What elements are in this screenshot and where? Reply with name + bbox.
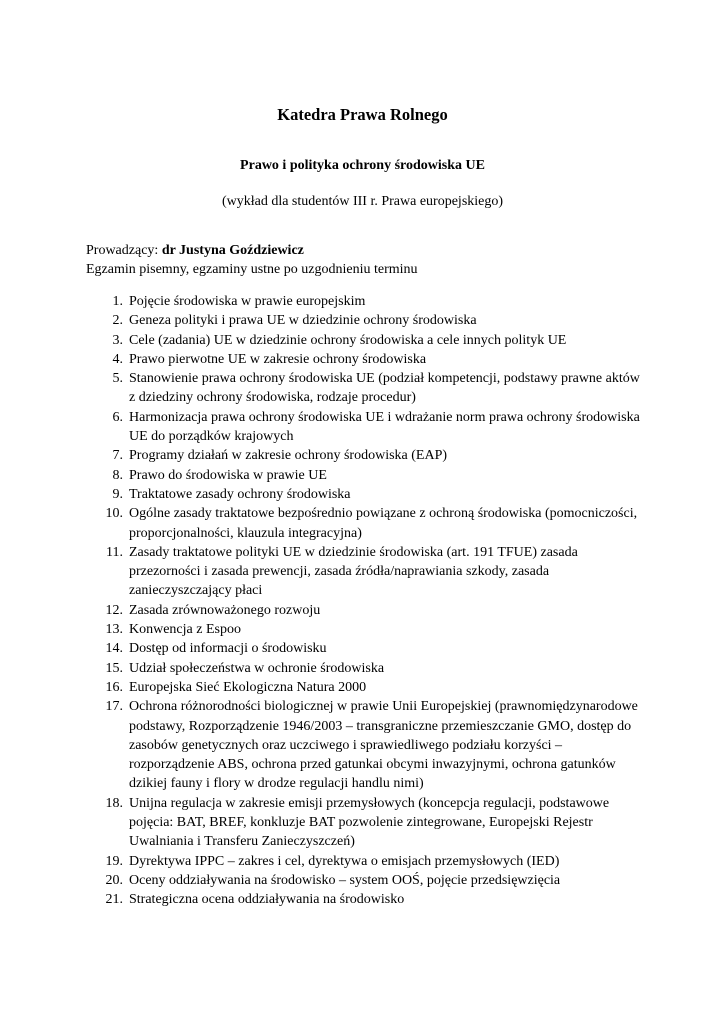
topic-number: 21.: [105, 892, 123, 908]
course-audience: (wykład dla studentów III r. Prawa europejskiego): [221, 194, 504, 209]
topic-number: 4.: [112, 351, 123, 367]
topic-text: Ochrona różnorodności biologicznej w prawie Unii Europejskiej (prawnomiędzynarodowe podstawy, Rozporządzenie 1946/2003 – transgraniczne przemieszczanie GMO, dostęp do zasobów genetycznych oraz uczciwego i sprawiedliwego podziału korzyści – rozporządzenie ABS, ochrona przed gatunkai obcymi inwazyjnymi, ochrona gatunków dzikiej fauny i flory w drodze regulacji handlu nimi): [129, 699, 638, 792]
topic-text: Zasada zrównoważonego rozwoju: [129, 602, 321, 618]
topic-number: 10.: [105, 506, 123, 522]
topic-number: 11.: [106, 544, 123, 560]
topic-number: 12.: [105, 602, 123, 618]
topic-number: 19.: [105, 853, 123, 869]
topic-number: 1.: [112, 294, 123, 309]
topic-item: [86, 620, 646, 639]
topic-text: Udział społeczeństwa w ochronie środowiska: [129, 660, 385, 676]
topic-text: Ogólne zasady traktatowe bezpośrednio powiązane z ochroną środowiska (pomocniczości, proporcjonalności, klauzula integracyjna): [129, 506, 638, 541]
topic-text: Pojęcie środowiska w prawie europejskim: [129, 294, 366, 309]
topic-item: [86, 543, 646, 601]
topic-item: [86, 292, 646, 311]
topic-number: 15.: [105, 660, 123, 676]
topic-number: 3.: [112, 332, 123, 348]
topic-text: Harmonizacja prawa ochrony środowiska UE i wdrażanie norm prawa ochrony środowiska UE do porządków krajowych: [129, 409, 640, 445]
topic-text: Prawo do środowiska w prawie UE: [129, 467, 327, 483]
topic-number: 7.: [112, 448, 123, 464]
topic-item: [86, 446, 646, 465]
topic-number: 13.: [105, 622, 123, 638]
topic-number: 17.: [105, 699, 123, 715]
topic-item: [86, 890, 646, 909]
topic-item: [86, 331, 646, 350]
exam-info: Egzamin pisemny, egzaminy ustne po uzgodnieniu terminu: [86, 262, 418, 277]
topic-item: [86, 601, 646, 620]
topic-text: Zasady traktatowe polityki UE w dziedzinie środowiska (art. 191 TFUE) zasada przezorności i zasada prewencji, zasada źródła/naprawiania szkody, zasada zanieczyszczający płaci: [129, 544, 578, 599]
topic-text: Europejska Sieć Ekologiczna Natura 2000: [129, 679, 367, 695]
topic-number: 18.: [105, 795, 123, 811]
topic-item: [86, 408, 646, 447]
topic-item: [86, 485, 646, 504]
topic-item: [86, 350, 646, 369]
topic-item: [86, 466, 646, 485]
topic-number: 14.: [105, 641, 123, 657]
topic-item: [86, 852, 646, 871]
topic-text: Stanowienie prawa ochrony środowiska UE (podział kompetencji, podstawy prawne aktów z dziedziny ochrony środowiska, rodzaje procedur): [129, 371, 640, 406]
topic-item: [86, 369, 646, 408]
topic-text: Cele (zadania) UE w dziedzinie ochrony środowiska a cele innych polityk UE: [129, 332, 567, 348]
course-title: Prawo i polityka ochrony środowiska UE: [240, 158, 485, 173]
topic-number: 8.: [112, 467, 123, 483]
topic-item: [86, 697, 646, 793]
topic-text: Dyrektywa IPPC – zakres i cel, dyrektywa o emisjach przemysłowych (IED): [129, 853, 560, 869]
lecturer-label: Prowadzący:: [86, 243, 162, 258]
topic-item: [86, 871, 646, 890]
topic-number: 20.: [105, 872, 123, 888]
topic-text: Strategiczna ocena oddziaływania na środowisko: [129, 892, 405, 908]
lecturer-name: dr Justyna Goździewicz: [161, 243, 304, 258]
topic-number: 2.: [112, 313, 123, 329]
topic-number: 5.: [112, 371, 123, 387]
topic-text: Programy działań w zakresie ochrony środowiska (EAP): [129, 448, 448, 464]
topic-item: [86, 659, 646, 678]
topic-number: 6.: [112, 409, 123, 425]
topic-text: Dostęp od informacji o środowisku: [129, 641, 327, 657]
topic-text: Unijna regulacja w zakresie emisji przemysłowych (koncepcja regulacji, podstawowe pojęcia: BAT, BREF, konkluzje BAT pozwolenie zintegrowane, Europejski Rejestr Uwalniania i Transferu Zanieczyszczeń): [129, 795, 610, 850]
topic-item: [86, 678, 646, 697]
topic-list: [86, 292, 646, 910]
topic-text: Prawo pierwotne UE w zakresie ochrony środowiska: [129, 351, 427, 367]
topic-text: Geneza polityki i prawa UE w dziedzinie ochrony środowiska: [129, 313, 477, 329]
topic-number: 9.: [112, 486, 123, 502]
course-meta: [86, 241, 646, 279]
topic-item: [86, 794, 646, 852]
topic-text: Konwencja z Espoo: [129, 622, 241, 638]
topic-item: [86, 311, 646, 330]
topic-text: Traktatowe zasady ochrony środowiska: [129, 486, 351, 502]
topic-item: [86, 639, 646, 658]
topic-number: 16.: [105, 679, 123, 695]
topic-item: [86, 504, 646, 543]
lecturer-line: [86, 241, 646, 260]
topic-text: Oceny oddziaływania na środowisko – system OOŚ, pojęcie przedsięwzięcia: [129, 872, 561, 888]
department-title: Katedra Prawa Rolnego: [277, 105, 448, 124]
